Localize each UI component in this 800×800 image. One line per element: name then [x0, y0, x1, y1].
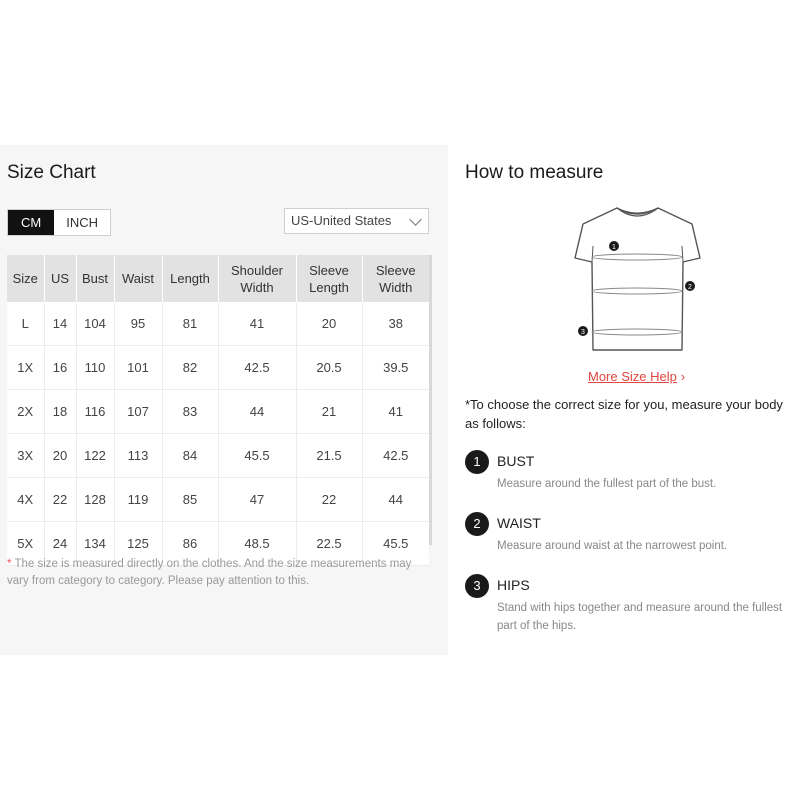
table-cell: 22	[44, 478, 76, 522]
table-cell: 14	[44, 302, 76, 346]
table-cell: 113	[114, 434, 162, 478]
measure-instruction: *To choose the correct size for you, measure your body as follows:	[465, 397, 783, 431]
table-cell: 21	[296, 390, 362, 434]
step-description: Measure around the fullest part of the bust.	[497, 478, 717, 490]
table-cell: 18	[44, 390, 76, 434]
table-cell: 1X	[7, 346, 44, 390]
step-number-badge: 2	[465, 512, 489, 536]
table-cell: 84	[162, 434, 218, 478]
table-cell: 41	[218, 302, 296, 346]
table-cell: 101	[114, 346, 162, 390]
table-cell: L	[7, 302, 44, 346]
step-description: Stand with hips together and measure around the fullest part of the hips.	[497, 602, 783, 632]
table-row	[7, 478, 429, 522]
table-cell: 85	[162, 478, 218, 522]
note-star: *	[7, 558, 12, 570]
table-cell: 82	[162, 346, 218, 390]
table-cell: 47	[218, 478, 296, 522]
table-cell: 22.5	[296, 522, 362, 566]
table-cell: 45.5	[362, 522, 429, 566]
table-cell: 42.5	[362, 434, 429, 478]
table-row	[7, 302, 429, 346]
table-cell: 20	[44, 434, 76, 478]
help-link-label: More Size Help	[588, 369, 677, 384]
marker-2-label: 2	[688, 284, 692, 291]
table-cell: 5X	[7, 522, 44, 566]
table-cell: 104	[76, 302, 114, 346]
size-note	[7, 556, 422, 590]
table-cell: 95	[114, 302, 162, 346]
column-header: Shoulder Width	[218, 255, 296, 302]
table-cell: 134	[76, 522, 114, 566]
marker-3-label: 3	[581, 329, 585, 336]
column-header: Size	[7, 255, 44, 302]
column-header: Sleeve Width	[362, 255, 429, 302]
table-cell: 48.5	[218, 522, 296, 566]
size-chart-title: Size Chart	[7, 162, 96, 183]
size-table	[7, 255, 429, 566]
step-number-badge: 1	[465, 450, 489, 474]
table-cell: 20.5	[296, 346, 362, 390]
more-size-help-link[interactable]	[588, 369, 685, 384]
table-cell: 3X	[7, 434, 44, 478]
table-cell: 2X	[7, 390, 44, 434]
table-cell: 24	[44, 522, 76, 566]
table-row	[7, 346, 429, 390]
table-cell: 16	[44, 346, 76, 390]
table-cell: 83	[162, 390, 218, 434]
table-cell: 41	[362, 390, 429, 434]
unit-inch-button[interactable]: INCH	[66, 215, 98, 230]
table-cell: 21.5	[296, 434, 362, 478]
note-text: The size is measured directly on the clothes. And the size measurements may vary from category to category. Please pay attention to this.	[7, 558, 412, 587]
region-select[interactable]	[284, 208, 429, 234]
table-scrollbar[interactable]	[429, 255, 432, 545]
column-header: Bust	[76, 255, 114, 302]
table-cell: 44	[218, 390, 296, 434]
table-cell: 122	[76, 434, 114, 478]
table-row	[7, 390, 429, 434]
table-cell: 116	[76, 390, 114, 434]
table-cell: 39.5	[362, 346, 429, 390]
step-description: Measure around waist at the narrowest point.	[497, 540, 728, 552]
column-header: Length	[162, 255, 218, 302]
chevron-right-icon: ›	[680, 369, 686, 384]
table-cell: 125	[114, 522, 162, 566]
column-header: Waist	[114, 255, 162, 302]
table-cell: 86	[162, 522, 218, 566]
step-label: HIPS	[497, 577, 530, 593]
step-label: WAIST	[497, 515, 541, 531]
table-cell: 38	[362, 302, 429, 346]
chevron-down-icon	[409, 213, 422, 226]
table-header-row	[7, 255, 429, 302]
step-label: BUST	[497, 453, 535, 469]
table-cell: 22	[296, 478, 362, 522]
tshirt-diagram	[570, 200, 705, 360]
step-number-badge: 3	[465, 574, 489, 598]
marker-1-label: 1	[612, 244, 616, 251]
table-cell: 128	[76, 478, 114, 522]
column-header: US	[44, 255, 76, 302]
how-to-measure-title: How to measure	[465, 162, 604, 183]
unit-cm-button[interactable]: CM	[8, 210, 54, 235]
table-cell: 42.5	[218, 346, 296, 390]
column-header: Sleeve Length	[296, 255, 362, 302]
table-cell: 110	[76, 346, 114, 390]
table-row	[7, 434, 429, 478]
table-cell: 107	[114, 390, 162, 434]
table-cell: 44	[362, 478, 429, 522]
table-cell: 45.5	[218, 434, 296, 478]
table-cell: 119	[114, 478, 162, 522]
table-cell: 81	[162, 302, 218, 346]
region-select-value: US-United States	[291, 213, 392, 228]
table-cell: 20	[296, 302, 362, 346]
table-cell: 4X	[7, 478, 44, 522]
unit-toggle	[7, 209, 111, 236]
